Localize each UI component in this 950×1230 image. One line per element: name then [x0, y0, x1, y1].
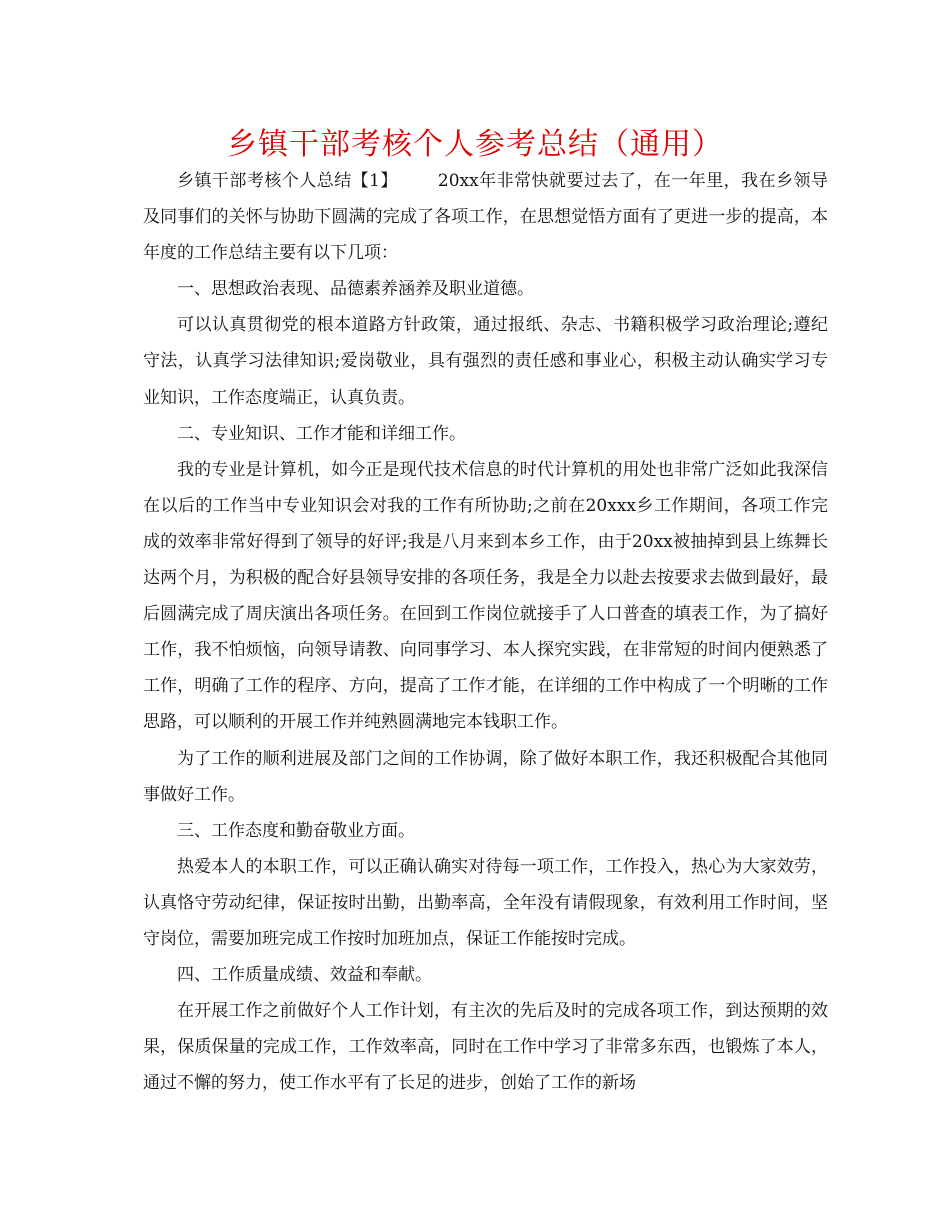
body-paragraph-3: 为了工作的顺利进展及部门之间的工作协调，除了做好本职工作，我还积极配合其他同事做好工作。	[143, 748, 828, 805]
section-heading-3: 三、工作态度和勤奋敬业方面。	[177, 820, 415, 841]
document-body	[143, 163, 828, 1101]
body-paragraph-5: 在开展工作之前做好个人工作计划，有主次的先后及时的完成各项工作，到达预期的效果，保质保量的完成工作，工作效率高，同时在工作中学习了非常多东西，也锻炼了本人，通过不懈的努力，使工作水平有了长足的进步，创始了工作的新场	[143, 1001, 828, 1094]
intro-text: 20xx年非常快就要过去了，在一年里，我在乡领导及同事们的关怀与协助下圆满的完成了各项工作，在思想觉悟方面有了更进一步的提高，本年度的工作总结主要有以下几项：	[143, 171, 828, 264]
document-title: 乡镇干部考核个人参考总结（通用）	[227, 127, 723, 162]
intro-heading: 乡镇干部考核个人总结【1】	[177, 171, 398, 191]
section-heading-2: 二、专业知识、工作才能和详细工作。	[177, 423, 466, 444]
intro-paragraph	[143, 163, 828, 271]
body-paragraph-4: 热爱本人的本职工作，可以正确认确实对待每一项工作，工作投入，热心为大家效劳，认真恪守劳动纪律，保证按时出勤，出勤率高，全年没有请假现象，有效利用工作时间，坚守岗位，需要加班完成工作按时加班加点，保证工作能按时完成。	[143, 856, 828, 949]
body-paragraph-2: 我的专业是计算机，如今正是现代技术信息的时代计算机的用处也非常广泛如此我深信在以后的工作当中专业知识会对我的工作有所协助;之前在20xxx乡工作期间，各项工作完成的效率非常好得到了领导的好评;我是八月来到本乡工作，由于20xx被抽掉到县上练舞长达两个月，为积极的配合好县领导安排的各项任务，我是全力以赴去按要求去做到最好，最后圆满完成了周庆演出各项任务。在回到工作岗位就接手了人口普查的填表工作，为了搞好工作，我不怕烦恼，向领导请教、向同事学习、本人探究实践，在非常短的时间内便熟悉了工作，明确了工作的程序、方向，提高了工作才能，在详细的工作中构成了一个明晰的工作思路，可以顺利的开展工作并纯熟圆满地完本钱职工作。	[143, 459, 828, 733]
section-heading-1: 一、思想政治表现、品德素养涵养及职业道德。	[177, 279, 534, 300]
body-paragraph-1: 可以认真贯彻党的根本道路方针政策，通过报纸、杂志、书籍积极学习政治理论;遵纪守法，认真学习法律知识;爱岗敬业，具有强烈的责任感和事业心，积极主动认确实学习专业知识，工作态度端正，认真负责。	[143, 315, 828, 408]
section-heading-4: 四、工作质量成绩、效益和奉献。	[177, 965, 432, 986]
